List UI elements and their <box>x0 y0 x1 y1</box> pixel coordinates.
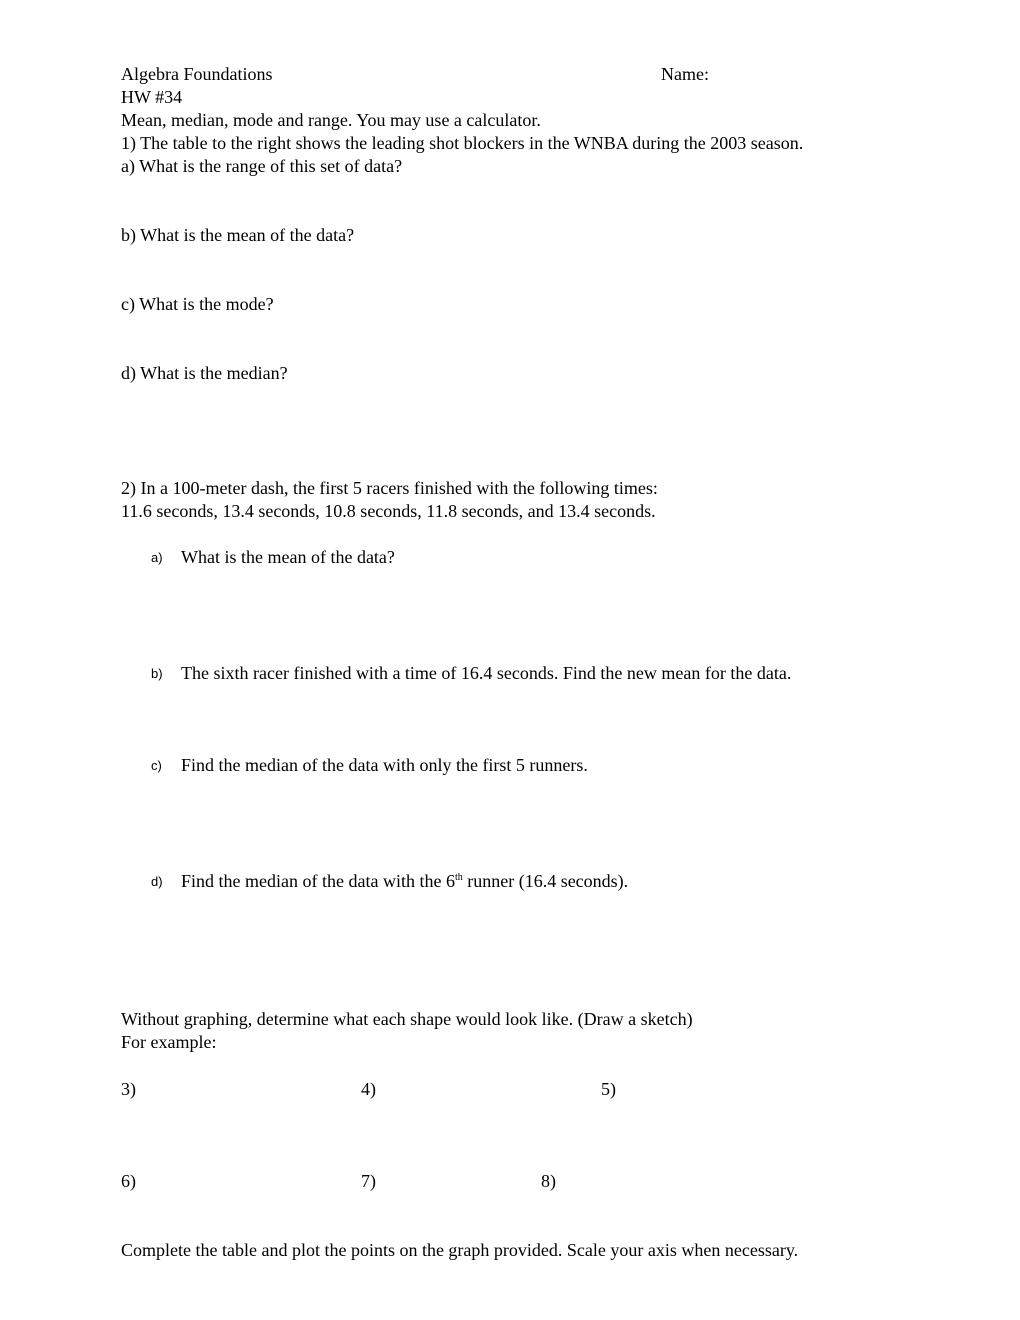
question-1c: c) What is the mode? <box>121 294 274 314</box>
part-text-after: runner (16.4 seconds). <box>462 871 629 891</box>
shapes-instruction: Without graphing, determine what each shape would look like. (Draw a sketch) <box>121 1009 693 1029</box>
problem-6-label: 6) <box>121 1171 136 1191</box>
course-title: Algebra Foundations <box>121 64 273 84</box>
ordinal-superscript: th <box>454 872 463 883</box>
question-2-prompt: 2) In a 100-meter dash, the first 5 racers finished with the following times: <box>121 478 658 498</box>
shapes-example-label: For example: <box>121 1032 217 1052</box>
part-text <box>181 872 628 890</box>
part-letter: d) <box>151 874 163 889</box>
part-text-before: Find the median of the data with the 6 <box>181 871 455 891</box>
problem-5-label: 5) <box>601 1079 616 1099</box>
name-label: Name: <box>661 64 709 84</box>
part-letter: a) <box>151 550 163 565</box>
question-2-times: 11.6 seconds, 13.4 seconds, 10.8 seconds, 11.8 seconds, and 13.4 seconds. <box>121 501 656 521</box>
problem-3-label: 3) <box>121 1079 136 1099</box>
problem-8-label: 8) <box>541 1171 556 1191</box>
problem-7-label: 7) <box>361 1171 376 1191</box>
part-letter: c) <box>151 758 162 773</box>
part-text: Find the median of the data with only the first 5 runners. <box>181 755 588 775</box>
part-text: The sixth racer finished with a time of 16.4 seconds. Find the new mean for the data. <box>181 663 792 683</box>
question-1-prompt: 1) The table to the right shows the leading shot blockers in the WNBA during the 2003 season. <box>121 133 804 153</box>
homework-number: HW #34 <box>121 87 183 107</box>
question-1a: a) What is the range of this set of data? <box>121 156 403 176</box>
question-1d: d) What is the median? <box>121 363 288 383</box>
table-instruction: Complete the table and plot the points on the graph provided. Scale your axis when necessary. <box>121 1240 799 1260</box>
question-1b: b) What is the mean of the data? <box>121 225 355 245</box>
instructions: Mean, median, mode and range. You may use a calculator. <box>121 110 541 130</box>
part-text: What is the mean of the data? <box>181 547 395 567</box>
part-letter: b) <box>151 666 163 681</box>
problem-4-label: 4) <box>361 1079 376 1099</box>
